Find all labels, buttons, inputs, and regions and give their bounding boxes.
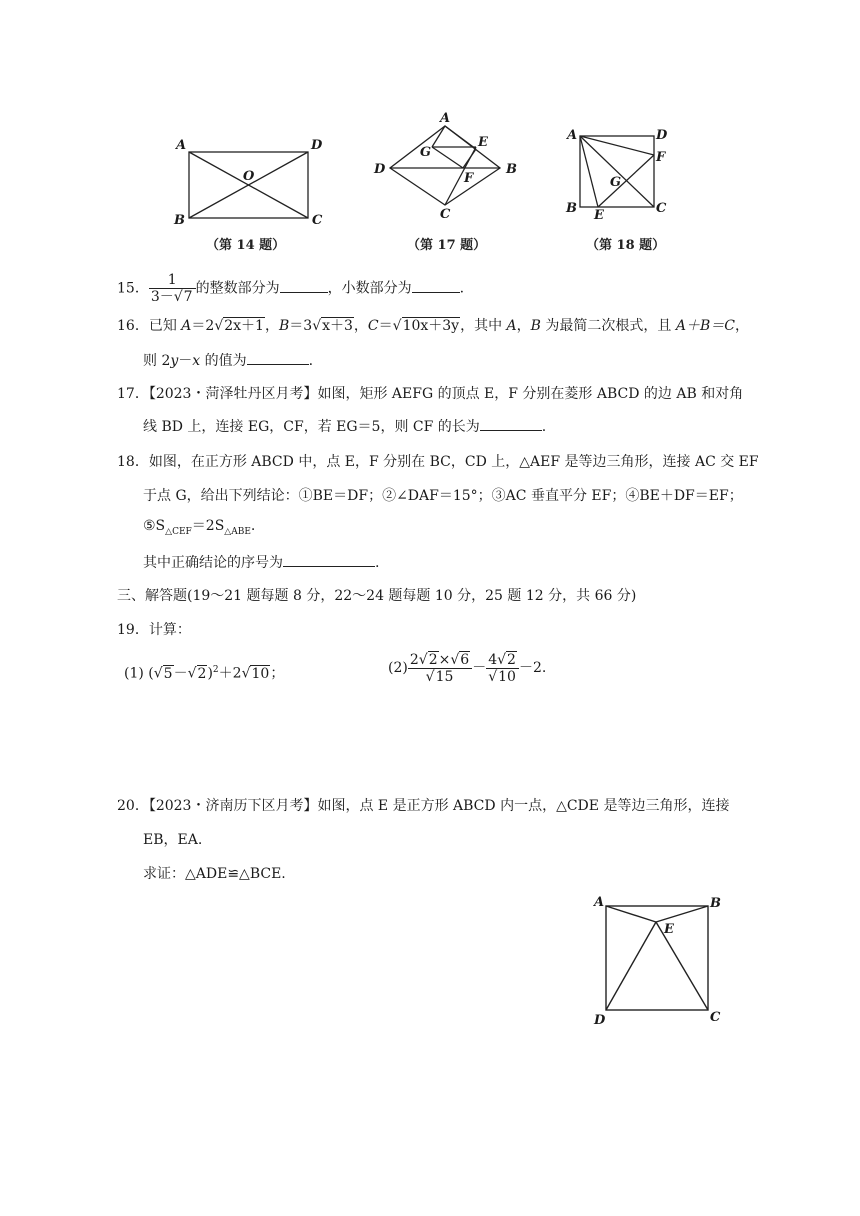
subscript: △ABE — [224, 526, 251, 537]
answer-blank[interactable] — [283, 552, 375, 567]
text: － — [173, 665, 188, 682]
label-D: D — [656, 128, 668, 143]
text: 已知 — [148, 318, 182, 334]
text: ＝3 — [289, 318, 313, 334]
label-G: G — [610, 175, 622, 190]
text: 为最简二次根式，且 — [540, 318, 676, 334]
text: EB，EA. — [143, 832, 203, 848]
question-20-line-2 — [143, 830, 202, 850]
text: 【2023・济南历下区月考】如图，点 E 是正方形 ABCD 内一点，△CDE 是等边三角形，连接 — [148, 798, 730, 814]
label-A: A — [567, 128, 578, 143]
var: B — [278, 318, 290, 334]
text: 的整数部分为 — [195, 280, 280, 297]
question-number: 17． — [117, 386, 149, 402]
label-C: C — [312, 213, 323, 228]
figure-17-caption: （第 17 题） — [407, 238, 487, 253]
text: 则 2 — [143, 353, 171, 369]
text: ＝2S — [191, 518, 225, 534]
text: 线 BD 上，连接 EG，CF，若 EG＝5，则 CF 的长为 — [143, 419, 480, 435]
radicand: 2 — [428, 651, 438, 668]
text: ，其中 — [460, 318, 507, 334]
question-20 — [117, 796, 729, 816]
coef: 4 — [488, 651, 498, 668]
label-B: B — [506, 162, 517, 177]
question-17-line-2 — [143, 416, 546, 437]
text: ＝ — [378, 318, 393, 334]
var: x — [192, 353, 201, 369]
radicand: 2 — [197, 665, 207, 682]
fraction-denominator: 3－√7 — [150, 289, 193, 305]
text: －2. — [518, 660, 547, 676]
text: . — [541, 419, 547, 435]
figure-20-diagram — [590, 890, 730, 1030]
label-B: B — [566, 201, 577, 216]
label-C: C — [710, 1010, 721, 1025]
text: ) — [207, 665, 213, 682]
label-D: D — [594, 1013, 606, 1028]
text: ⑤S — [143, 518, 166, 534]
fraction-denominator: √15 — [425, 668, 454, 685]
question-17 — [117, 384, 743, 404]
text: 计算： — [148, 622, 191, 638]
text: . — [459, 280, 465, 297]
label-E: E — [594, 208, 604, 223]
fraction-numerator: 1 — [149, 272, 196, 289]
radicand: 15 — [435, 668, 454, 685]
label-A: A — [594, 895, 605, 910]
text: 于点 G，给出下列结论：①BE＝DF；②∠DAF＝15°；③AC 垂直平分 EF；④BE＋DF＝EF； — [143, 488, 743, 504]
label-F: F — [464, 171, 474, 186]
label-A: A — [440, 111, 451, 126]
label-C: C — [656, 201, 667, 216]
question-19 — [117, 620, 191, 640]
answer-blank-1[interactable] — [280, 278, 328, 293]
text: . — [375, 555, 380, 571]
text: － — [178, 353, 193, 369]
question-19-part-1: (1) $(√5-√2)^2+2√10$； — [124, 665, 285, 682]
question-15 — [117, 272, 464, 305]
label-A: A — [176, 138, 187, 153]
label-F: F — [656, 150, 666, 165]
coef: 2 — [409, 651, 419, 668]
question-18-line-2 — [143, 486, 743, 506]
text: 求证：△ADE≌△BCE. — [143, 866, 286, 882]
figure-14 — [170, 136, 340, 231]
label-B: B — [174, 213, 185, 228]
text: ， — [735, 318, 749, 334]
fraction-1 — [408, 652, 472, 685]
text: 【2023・菏泽牡丹区月考】如图，矩形 AEFG 的顶点 E，F 分别在菱形 ABCD 的边 AB 和对角 — [148, 386, 744, 402]
times: × — [438, 651, 451, 668]
label-E: E — [478, 135, 488, 150]
text: ； — [270, 665, 285, 682]
subscript: △CEF — [165, 526, 192, 537]
figure-14-diagram — [170, 136, 340, 231]
label-E: E — [664, 922, 674, 937]
radicand: 5 — [163, 665, 173, 682]
radicand: 7 — [183, 289, 193, 305]
question-18-line-4 — [143, 552, 379, 573]
question-20-line-3 — [143, 864, 286, 884]
text: ＋2 — [218, 665, 242, 682]
answer-blank[interactable] — [480, 416, 542, 431]
fraction-denominator: √10 — [488, 668, 516, 685]
fraction — [149, 272, 196, 305]
figure-18-caption: （第 18 题） — [586, 238, 666, 253]
text: ， — [353, 318, 368, 334]
question-number: 15． — [117, 280, 149, 297]
fraction-2 — [486, 652, 519, 685]
question-19-part-2 — [388, 648, 546, 688]
label-D: D — [374, 162, 386, 177]
label-G: G — [420, 145, 432, 160]
label-B: B — [710, 896, 721, 911]
figure-14-caption: （第 14 题） — [206, 238, 286, 253]
question-number: 16． — [117, 318, 149, 334]
fraction-numerator: 2√2×√6 — [408, 652, 472, 669]
figure-17-diagram — [370, 110, 530, 225]
question-16-line-2 — [143, 350, 313, 371]
var: A — [181, 318, 192, 334]
figure-18 — [562, 124, 682, 224]
text: ， — [264, 318, 279, 334]
text: (2) — [388, 660, 408, 676]
text: ＝2 — [191, 318, 215, 334]
text: 如图，在正方形 ABCD 中，点 E，F 分别在 BC，CD 上，△AEF 是等边三角形，连接 AC 交 EF — [148, 454, 759, 470]
text: ， — [516, 318, 531, 334]
answer-blank-2[interactable] — [412, 278, 460, 293]
question-number: 18． — [117, 454, 149, 470]
figure-20 — [590, 890, 730, 1030]
text: ，小数部分为 — [327, 280, 412, 297]
figure-18-diagram — [562, 124, 682, 224]
radicand: x＋3 — [322, 318, 353, 334]
radicand: 10x＋3y — [402, 318, 460, 334]
radicand: 10 — [498, 668, 516, 685]
label-O: O — [243, 169, 255, 184]
radicand: 2x＋1 — [224, 318, 264, 334]
var: C — [367, 318, 379, 334]
section-heading: 三、解答题(19～21 题每题 8 分，22～24 题每题 10 分，25 题 12 分，共 66 分) — [117, 588, 637, 604]
fraction-numerator: 4√2 — [486, 652, 519, 669]
question-18-line-3 — [143, 516, 255, 542]
question-number: 20． — [117, 798, 149, 814]
text: － — [472, 660, 487, 676]
question-16: 16．已知 A＝2√2x＋1，B＝3√x＋3，C＝√10x＋3y，其中 A，B 为最简二次根式，且 A＋B＝C， — [117, 318, 749, 334]
den-part: 3－ — [150, 289, 174, 305]
var: A — [506, 318, 517, 334]
text: (1) ( — [124, 665, 154, 682]
text: . — [250, 518, 256, 534]
radicand: 10 — [251, 665, 270, 682]
equation: A＋B＝C — [675, 318, 735, 334]
question-number: 19． — [117, 622, 149, 638]
var: y — [170, 353, 179, 369]
text: 其中正确结论的序号为 — [143, 555, 283, 571]
var: B — [530, 318, 541, 334]
superscript: 2 — [212, 665, 219, 675]
label-D: D — [311, 138, 323, 153]
radicand: 6 — [460, 651, 470, 668]
answer-blank[interactable] — [247, 350, 309, 365]
figure-17 — [370, 110, 530, 225]
label-C: C — [440, 207, 451, 222]
text: . — [308, 353, 314, 369]
question-18 — [117, 452, 759, 472]
text: 的值为 — [200, 353, 247, 369]
radicand: 2 — [507, 651, 516, 668]
